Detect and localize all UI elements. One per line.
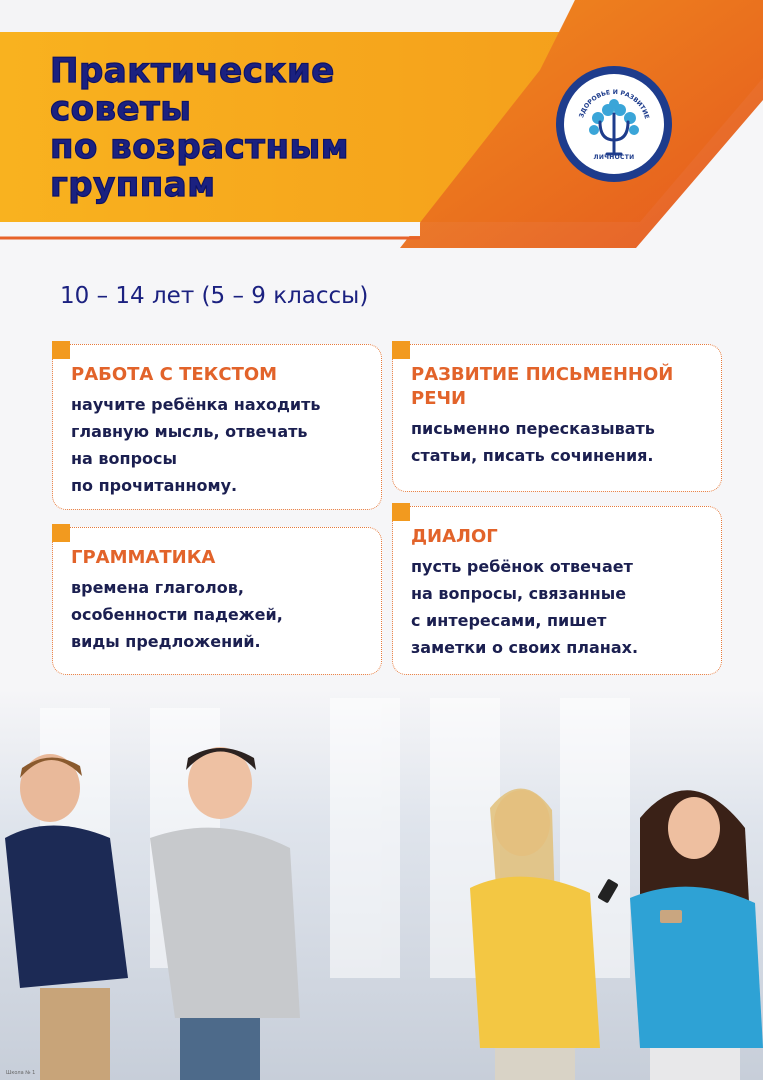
- card-text: [71, 391, 367, 499]
- card-marker-square: [392, 341, 410, 359]
- age-group-heading: 10 – 14 лет (5 – 9 классы): [60, 283, 369, 309]
- title-line: Практические: [50, 51, 335, 91]
- card-text: [411, 415, 707, 469]
- page-title: [50, 52, 349, 204]
- card-line: виды предложений.: [71, 632, 261, 651]
- tip-card-grammar: [52, 527, 382, 675]
- card-title: РАЗВИТИЕ ПИСЬМЕННОЙ РЕЧИ: [411, 364, 674, 409]
- svg-text:ЗДОРОВЬЕ И РАЗВИТИЕ: ЗДОРОВЬЕ И РАЗВИТИЕ: [578, 88, 651, 120]
- card-line: по прочитанному.: [71, 476, 238, 495]
- card-title: ДИАЛОГ: [411, 526, 498, 547]
- card-text: [411, 553, 707, 661]
- card-line: времена глаголов,: [71, 578, 244, 597]
- footnote: Школа № 1: [6, 1070, 36, 1076]
- tip-card-dialog: [392, 506, 722, 675]
- card-line: особенности падежей,: [71, 605, 283, 624]
- children-photo: [0, 688, 763, 1080]
- card-title: РАБОТА С ТЕКСТОМ: [71, 364, 278, 385]
- children-illustration: [0, 688, 763, 1080]
- card-line: письменно пересказывать: [411, 419, 655, 438]
- tip-card-text-work: [52, 344, 382, 510]
- card-line: с интересами, пишет: [411, 611, 607, 630]
- card-line: на вопросы: [71, 449, 177, 468]
- card-title: ГРАММАТИКА: [71, 547, 216, 568]
- organization-logo: [556, 66, 672, 182]
- tip-card-written-speech: [392, 344, 722, 492]
- card-line: статьи, писать сочинения.: [411, 446, 654, 465]
- card-line: научите ребёнка находить: [71, 395, 321, 414]
- header-banner: [0, 0, 763, 250]
- logo-caption: ЛИЧНОСТИ: [593, 154, 635, 161]
- card-line: пусть ребёнок отвечает: [411, 557, 633, 576]
- card-text: [71, 574, 367, 655]
- card-line: на вопросы, связанные: [411, 584, 627, 603]
- title-line: по возрастным: [50, 127, 349, 167]
- card-line: заметки о своих планах.: [411, 638, 639, 657]
- title-line: советы: [50, 89, 192, 129]
- card-marker-square: [392, 503, 410, 521]
- card-marker-square: [52, 524, 70, 542]
- card-line: главную мысль, отвечать: [71, 422, 308, 441]
- card-marker-square: [52, 341, 70, 359]
- title-line: группам: [50, 165, 216, 205]
- logo-emblem: [564, 74, 664, 174]
